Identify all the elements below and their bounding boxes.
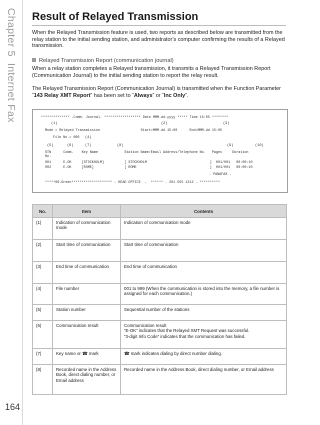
callout-10: (10)	[255, 144, 264, 148]
table-row	[33, 305, 287, 321]
row-contents	[121, 349, 287, 365]
report-mode-line: Mode = Relayed Transmission Start=MMM-dd 15:00 End=MMM-dd 15:05	[45, 129, 223, 133]
header-no: No.	[33, 205, 53, 218]
sample-report	[32, 109, 288, 193]
report-header-line: ************** -Comm. Journal- ****************** Date MMM-dd-yyyy ***** Time 15:05 ********	[41, 116, 229, 120]
row-no: (5)	[33, 305, 53, 321]
table-row	[33, 218, 287, 240]
param-value-inc-only: Inc Only	[163, 92, 186, 99]
report-file-line: File No.= 060	[53, 136, 80, 140]
telephone-icon: ☎	[82, 351, 88, 356]
table-row	[33, 321, 287, 349]
callout-9: (9)	[227, 144, 234, 148]
row-contents: Start time of communication	[121, 240, 287, 262]
table-row	[33, 240, 287, 262]
mark-description: mark indicates dialing by direct number dialing.	[130, 351, 222, 356]
row-item: File number	[53, 284, 121, 305]
row-contents: Recorded name in the Address Book, direct dialing number, or Email address	[121, 365, 287, 395]
table-row	[33, 262, 287, 284]
callout-3: (3)	[223, 122, 230, 126]
report-row-2: 002 E-OK [ROME] [ ROME ] 001/001 00:00:10	[45, 166, 253, 170]
report-column-header-2: No.	[45, 155, 52, 159]
row-item: Indication of communication mode	[53, 218, 121, 240]
report-row-1: 001 E-OK [STOCKHOLM] [ STOCKHOLM ] 001/001 00:00:10	[45, 161, 253, 165]
report-column-header: STN Comm. Key Name Station Name/Email Address/Telephone No. Pages Duration	[45, 151, 249, 155]
row-contents: Indication of communication mode	[121, 218, 287, 240]
section-heading-text: Relayed Transmission Report (communication journal)	[39, 58, 174, 64]
row-no: (2)	[33, 240, 53, 262]
row-no: (4)	[33, 284, 53, 305]
items-table	[32, 204, 287, 395]
row-item: Recorded name in the Address Book, direct dialing number, or Email address	[53, 365, 121, 395]
section-heading	[32, 58, 174, 64]
param-name: 143 Relay XMT Report	[33, 92, 91, 99]
mark-text: mark	[88, 351, 99, 356]
table-row	[33, 365, 287, 395]
param-text-1: The Relayed Transmission Report (Communication Journal) is transmitted when the Function Parameter “	[32, 86, 281, 99]
row-contents: 001 to 999 (When the communication is stored into the memory, a file number is assigned for each communication.)	[121, 284, 287, 305]
table-header-row	[33, 205, 287, 218]
page-title: Result of Relayed Transmission	[32, 11, 199, 23]
row-item: End time of communication	[53, 262, 121, 284]
row-no: (7)	[33, 349, 53, 365]
param-value-always: Always	[133, 92, 153, 99]
intro-paragraph: When the Relayed Transmission feature is used, two reports as described below are transmitted from the relay station to the initial sending station, and administrator’s computer confirming the results of a Relayed transmission.	[32, 30, 285, 50]
chapter-label: Chapter 5	[5, 8, 17, 57]
callout-7: (7)	[85, 144, 92, 148]
row-no: (8)	[33, 365, 53, 395]
row-item: Start time of communication	[53, 240, 121, 262]
result-line-2: “E-OK” indicates that the Relayed XMT Request was successful.	[124, 328, 250, 334]
param-text-2: ” has been set to “	[90, 92, 134, 99]
row-item: Communication result	[53, 321, 121, 349]
telephone-icon: ☎	[124, 351, 130, 356]
report-description: When a relay station completes a Relayed transmission, it transmits a Relayed Transmission Report (Communication Journal) to the initial sending station to report the relay result.	[32, 66, 271, 79]
section-label: Internet Fax	[5, 62, 17, 123]
header-item: Item	[53, 205, 121, 218]
callout-4: (4)	[85, 136, 92, 140]
callout-1: (1)	[51, 122, 58, 126]
header-contents: Contents	[121, 205, 287, 218]
table-row	[33, 349, 287, 365]
callout-5: (5)	[47, 144, 54, 148]
square-bullet-icon	[32, 58, 36, 62]
parameter-paragraph	[32, 86, 288, 99]
row-contents: Sequential number of the stations	[121, 305, 287, 321]
callout-2: (2)	[161, 122, 168, 126]
report-brand: - PANAFAX -	[209, 173, 232, 177]
table-row	[33, 284, 287, 305]
report-footer: *****06-Green******************** - HEAD OFFICE - ****** - 201 555 1212 - **********	[45, 181, 220, 185]
row-item: Station number	[53, 305, 121, 321]
result-line-3: “3-digit Info Code” indicates that the communication has failed.	[124, 333, 246, 339]
row-no: (1)	[33, 218, 53, 240]
param-text-4: ”.	[185, 92, 189, 99]
chapter-tab	[2, 8, 20, 183]
page-number: 164	[5, 402, 21, 412]
title-divider	[32, 25, 286, 26]
row-no: (3)	[33, 262, 53, 284]
row-contents: End time of communication	[121, 262, 287, 284]
param-text-3: ” or “	[152, 92, 164, 99]
row-contents	[121, 321, 287, 349]
callout-8: (8)	[117, 144, 124, 148]
row-item	[53, 349, 121, 365]
key-name-text: Key name or	[56, 351, 81, 356]
result-line-1: Communication result	[124, 323, 167, 328]
callout-6: (6)	[67, 144, 74, 148]
row-no: (6)	[33, 321, 53, 349]
